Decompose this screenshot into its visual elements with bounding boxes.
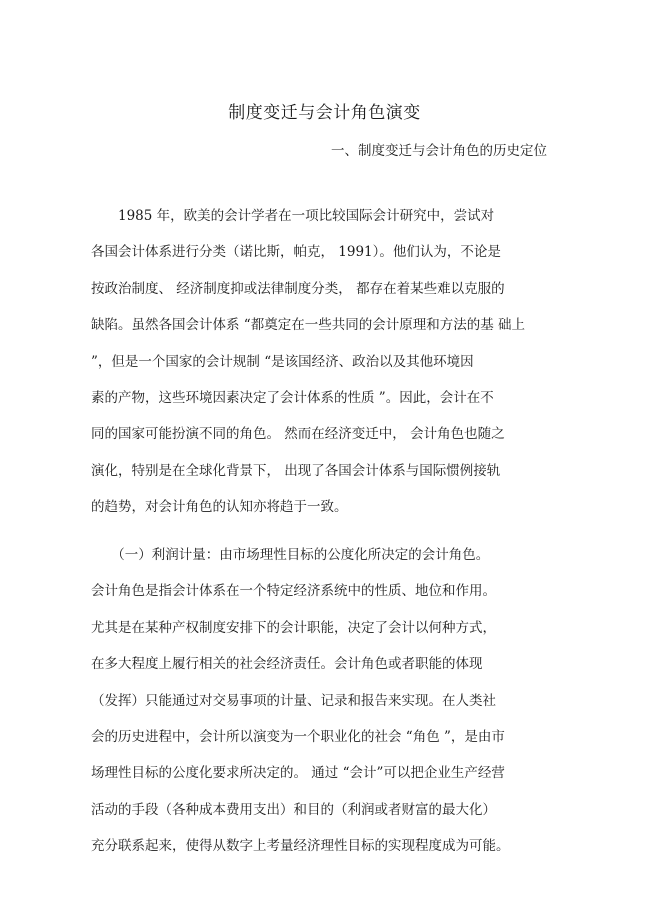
paragraph-line: （一）利润计量：由市场理性目标的公度化所决定的会计角色。 — [91, 547, 490, 563]
paragraph-line: 充分联系起来，使得从数字上考量经济理性目标的实现程度成为可能。 — [91, 838, 510, 855]
paragraph-line: 同的国家可能扮演不同的角色。 然而在经济变迁中， 会计角色也随之 — [91, 426, 505, 443]
paragraph-line: 的趋势，对会计角色的认知亦将趋于一致。 — [91, 499, 348, 516]
paragraph-line: 素的产物，这些环境因素决定了会计体系的性质 ”。因此，会计在不 — [91, 389, 494, 406]
paragraph-line: 场理性目标的公度化要求所决定的。 通过 “会计”可以把企业生产经营 — [91, 765, 505, 782]
section-heading: 一、制度变迁与会计角色的历史定位 — [331, 143, 547, 159]
paragraph-line: 各国会计体系进行分类（诺比斯，帕克， 1991）。他们认为，不论是 — [91, 244, 501, 261]
document-title: 制度变迁与会计角色演变 — [228, 103, 421, 123]
paragraph-line: （发挥）只能通过对交易事项的计量、记录和报告来实现。在人类社 — [91, 692, 496, 709]
paragraph-line: 缺陷。虽然各国会计体系 “都奠定在一些共同的会计原理和方法的基 础上 — [91, 317, 525, 334]
paragraph-line: ”，但是一个国家的会计规制 “是该国经济、政治以及其他环境因 — [91, 353, 474, 370]
paragraph-1 — [91, 207, 561, 535]
paragraph-line: 演化，特别是在全球化背景下， 出现了各国会计体系与国际惯例接轨 — [91, 462, 501, 479]
paragraph-line: 在多大程度上履行相关的社会经济责任。会计角色或者职能的体现 — [91, 656, 483, 673]
paragraph-2 — [91, 546, 561, 874]
paragraph-line: 会计角色是指会计体系在一个特定经济系统中的性质、地位和作用。 — [91, 583, 496, 600]
paragraph-line: 活动的手段（各种成本费用支出）和目的（利润或者财富的最大化） — [91, 801, 496, 818]
paragraph-line: 按政治制度、 经济制度抑或法律制度分类， 都存在着某些难以克服的 — [91, 280, 505, 297]
paragraph-line: 1985 年，欧美的会计学者在一项比较国际会计研究中，尝试对 — [91, 208, 495, 224]
paragraph-line: 尤其是在某种产权制度安排下的会计职能，决定了会计以何种方式， — [91, 619, 496, 636]
paragraph-line: 会的历史进程中，会计所以演变为一个职业化的社会 “角色 ”，是由市 — [91, 728, 505, 745]
